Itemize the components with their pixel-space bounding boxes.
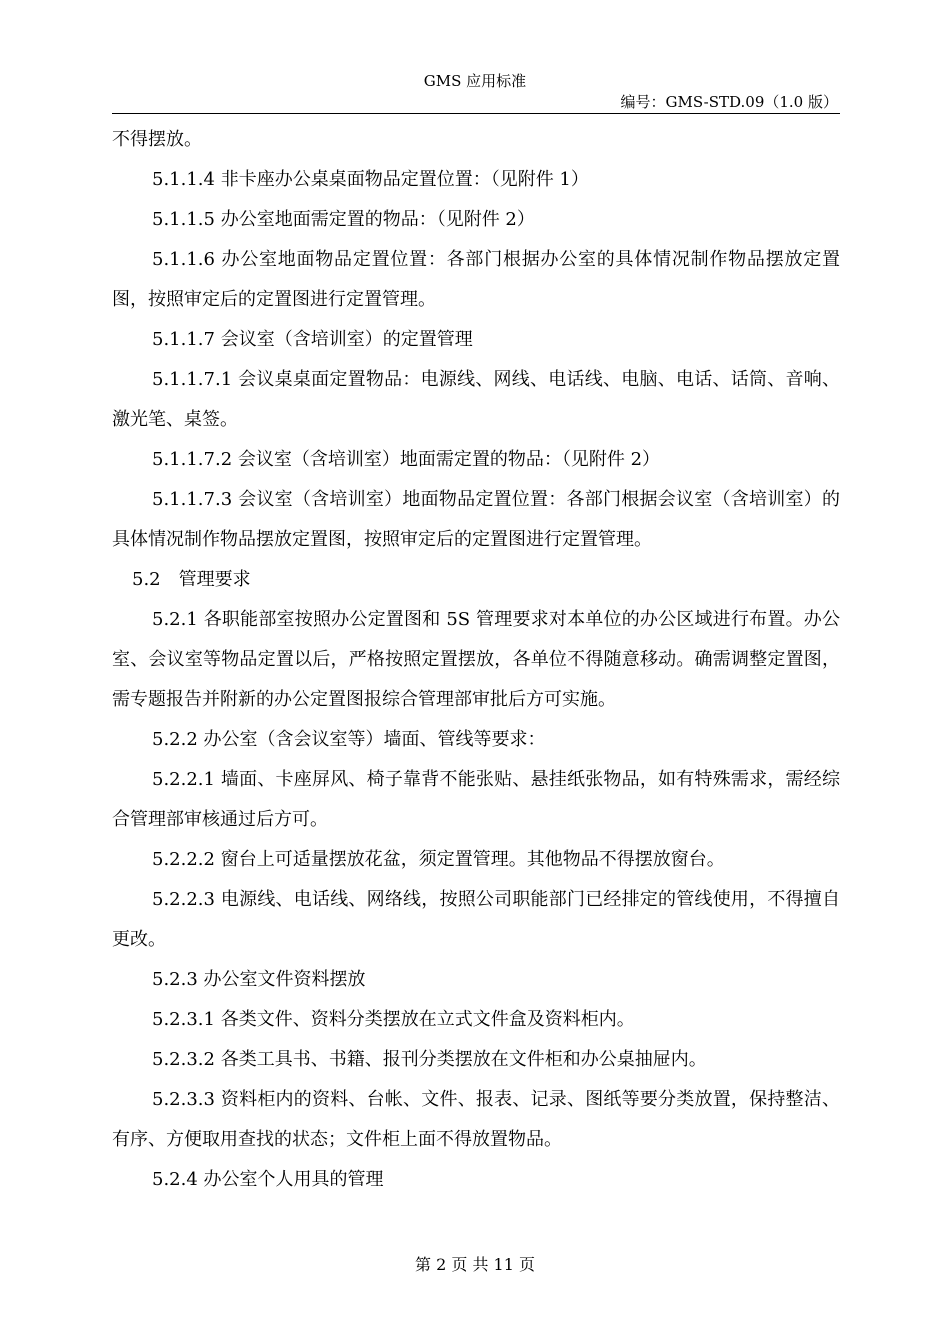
clause-5-2-4: 5.2.4 办公室个人用具的管理	[152, 1169, 384, 1190]
clause-5-1-1-7-1: 5.1.1.7.1 会议桌桌面定置物品：电源线、网线、电话线、电脑、电话、话筒、音响、激光笔、桌签。	[112, 369, 840, 430]
clause-5-1-1-6: 5.1.1.6 办公室地面物品定置位置：各部门根据办公室的具体情况制作物品摆放定置图，按照审定后的定置图进行定置管理。	[112, 249, 840, 310]
clause-5-2-3-3: 5.2.3.3 资料柜内的资料、台帐、文件、报表、记录、图纸等要分类放置，保持整洁、有序、方便取用查找的状态；文件柜上面不得放置物品。	[112, 1089, 840, 1150]
paragraph-continuation: 不得摆放。	[112, 129, 202, 150]
clause-5-1-1-7-2: 5.1.1.7.2 会议室（含培训室）地面需定置的物品：（见附件 2）	[152, 449, 661, 470]
clause-5-2-3-1: 5.2.3.1 各类文件、资料分类摆放在立式文件盒及资料柜内。	[152, 1009, 635, 1030]
clause-5-1-1-5: 5.1.1.5 办公室地面需定置的物品：（见附件 2）	[152, 209, 535, 230]
clause-5-1-1-7: 5.1.1.7 会议室（含培训室）的定置管理	[152, 329, 473, 350]
clause-5-2-2-3: 5.2.2.3 电源线、电话线、网络线，按照公司职能部门已经排定的管线使用，不得擅自更改。	[112, 889, 840, 950]
clause-5-2-3: 5.2.3 办公室文件资料摆放	[152, 969, 366, 990]
page-number: 第 2 页 共 11 页	[415, 1255, 535, 1274]
clause-5-2-1: 5.2.1 各职能部室按照办公定置图和 5S 管理要求对本单位的办公区域进行布置。办公室、会议室等物品定置以后，严格按照定置摆放，各单位不得随意移动。确需调整定置图，需专题报告并附新的办公定置图报综合管理部审批后方可实施。	[112, 609, 840, 710]
header-divider	[112, 113, 840, 114]
clause-5-2-2-1: 5.2.2.1 墙面、卡座屏风、椅子靠背不能张贴、悬挂纸张物品，如有特殊需求，需经综合管理部审核通过后方可。	[112, 769, 840, 830]
clause-5-2-3-2: 5.2.3.2 各类工具书、书籍、报刊分类摆放在文件柜和办公桌抽屉内。	[152, 1049, 707, 1070]
clause-5-2-2-2: 5.2.2.2 窗台上可适量摆放花盆，须定置管理。其他物品不得摆放窗台。	[152, 849, 725, 870]
document-code: 编号：GMS-STD.09（1.0 版）	[620, 93, 838, 111]
clause-5-1-1-7-3: 5.1.1.7.3 会议室（含培训室）地面物品定置位置：各部门根据会议室（含培训室）的具体情况制作物品摆放定置图，按照审定后的定置图进行定置管理。	[112, 489, 840, 550]
header-title: GMS 应用标准	[423, 72, 527, 90]
section-5-2-heading: 5.2 管理要求	[132, 569, 251, 590]
clause-5-1-1-4: 5.1.1.4 非卡座办公桌桌面物品定置位置：（见附件 1）	[152, 169, 589, 190]
clause-5-2-2: 5.2.2 办公室（含会议室等）墙面、管线等要求：	[152, 729, 546, 750]
document-body	[112, 120, 840, 1200]
